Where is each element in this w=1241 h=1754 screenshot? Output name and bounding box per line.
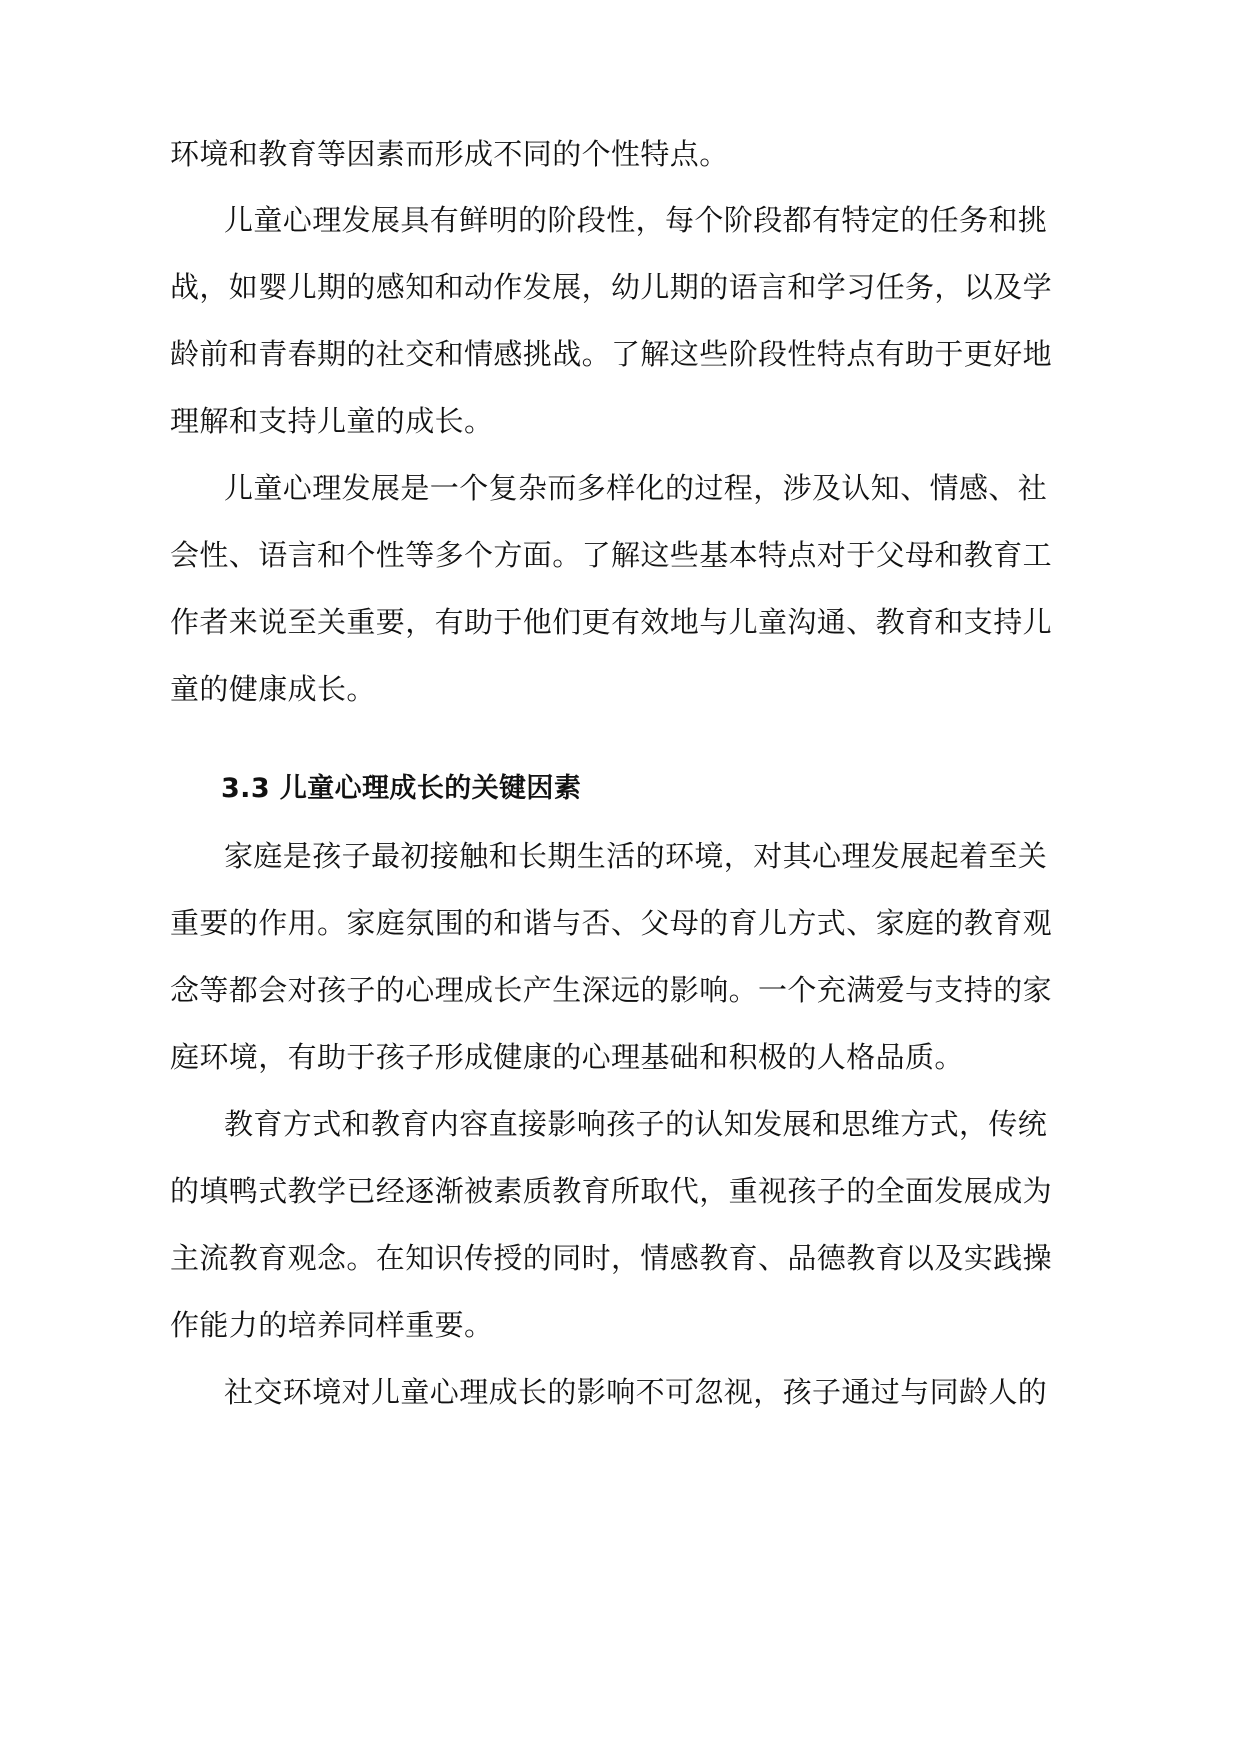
section-heading: 3.3 儿童心理成长的关键因素 xyxy=(221,773,582,804)
text-line: 战，如婴儿期的感知和动作发展，幼儿期的语言和学习任务，以及学 xyxy=(170,270,1053,304)
paragraph-first-line: 儿童心理发展具有鲜明的阶段性，每个阶段都有特定的任务和挑 xyxy=(224,203,1048,237)
text-line: 念等都会对孩子的心理成长产生深远的影响。一个充满爱与支持的家 xyxy=(170,973,1053,1007)
paragraph-first-line: 社交环境对儿童心理成长的影响不可忽视，孩子通过与同龄人的 xyxy=(224,1375,1048,1409)
text-line: 庭环境，有助于孩子形成健康的心理基础和积极的人格品质。 xyxy=(170,1040,964,1074)
text-line: 童的健康成长。 xyxy=(170,672,376,706)
text-line: 作者来说至关重要，有助于他们更有效地与儿童沟通、教育和支持儿 xyxy=(170,605,1053,639)
text-line: 重要的作用。家庭氛围的和谐与否、父母的育儿方式、家庭的教育观 xyxy=(170,906,1053,940)
paragraph-first-line: 儿童心理发展是一个复杂而多样化的过程，涉及认知、情感、社 xyxy=(224,471,1048,505)
text-line: 会性、语言和个性等多个方面。了解这些基本特点对于父母和教育工 xyxy=(170,538,1053,572)
paragraph-first-line: 教育方式和教育内容直接影响孩子的认知发展和思维方式，传统 xyxy=(224,1107,1048,1141)
paragraph-first-line: 家庭是孩子最初接触和长期生活的环境，对其心理发展起着至关 xyxy=(224,839,1048,873)
text-line: 主流教育观念。在知识传授的同时，情感教育、品德教育以及实践操 xyxy=(170,1241,1053,1275)
text-line: 环境和教育等因素而形成不同的个性特点。 xyxy=(170,137,729,171)
text-line: 理解和支持儿童的成长。 xyxy=(170,404,494,438)
text-line: 作能力的培养同样重要。 xyxy=(170,1308,494,1342)
text-line: 龄前和青春期的社交和情感挑战。了解这些阶段性特点有助于更好地 xyxy=(170,337,1053,371)
text-line: 的填鸭式教学已经逐渐被素质教育所取代，重视孩子的全面发展成为 xyxy=(170,1174,1053,1208)
